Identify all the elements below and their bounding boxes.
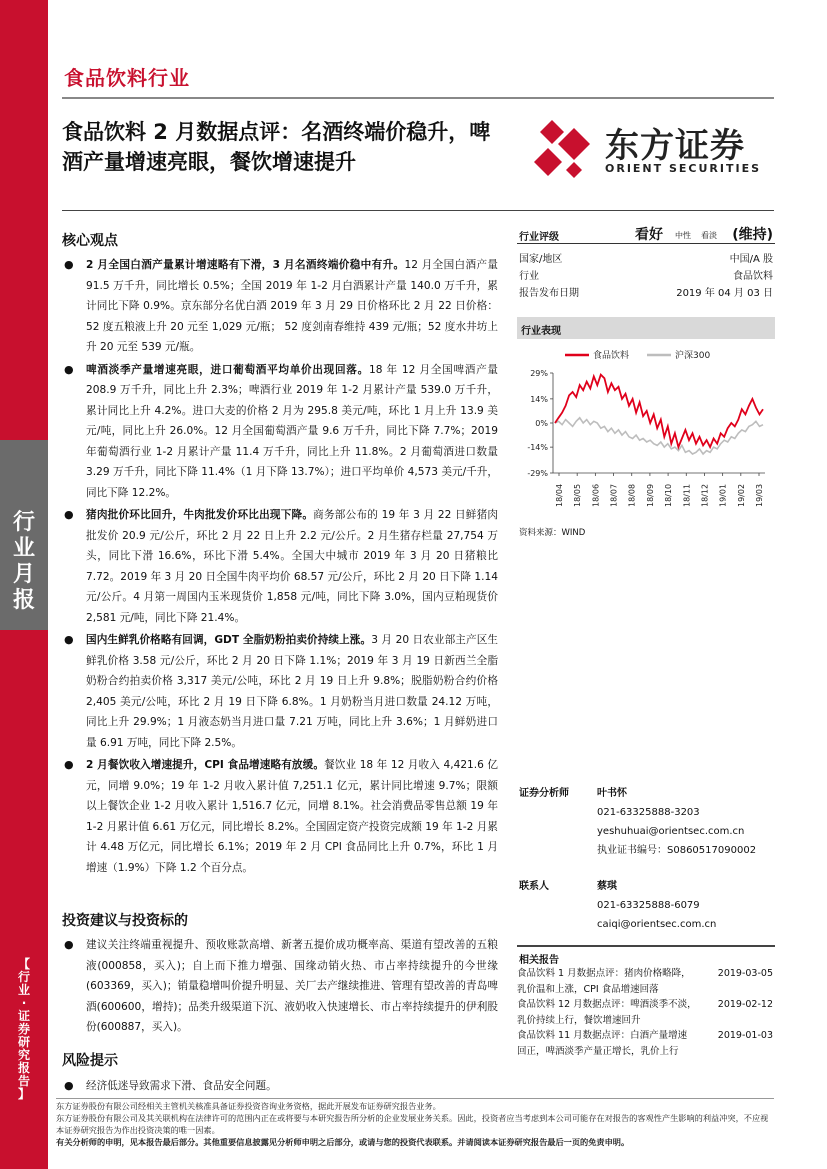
legend-label: 沪深300 — [675, 351, 711, 361]
rating-row-key: 国家/地区 — [519, 254, 563, 265]
footer-line: 东方证券股份有限公司经相关主管机关核准具备证券投资咨询业务资格，据此开展发布证券研究报告业务。 — [56, 1101, 441, 1111]
related-item-line: 乳价持续上行，餐饮增速回升 — [517, 1014, 641, 1026]
chart-axes — [527, 369, 765, 507]
core-item-lead: 啤酒淡季产量增速亮眼，进口葡萄酒平均单价出现回落。 — [86, 363, 369, 376]
contact-email[interactable]: caiqi@orientsec.com.cn — [597, 919, 717, 930]
chart-lines — [555, 375, 763, 454]
side-vchar: 报 — [17, 1061, 30, 1075]
invest-list — [62, 935, 498, 1040]
rating-value: 看好 — [635, 227, 663, 243]
related-item-line: 回正，啤酒淡季产量正增长，乳价上行 — [517, 1045, 679, 1057]
core-item — [62, 755, 498, 878]
rating-status: (维持) — [732, 227, 773, 243]
contact-name: 蔡琪 — [597, 881, 617, 892]
x-tick-label: 18/07 — [609, 483, 619, 507]
bullet-icon: ● — [64, 508, 74, 521]
y-tick-label: 14% — [530, 394, 548, 404]
rating-row-value: 中国/A 股 — [729, 254, 773, 265]
rating-option-neutral: 中性 — [675, 231, 691, 240]
x-tick-label: 18/08 — [627, 483, 637, 507]
related-item-line: 乳价温和上涨，CPI 食品增速回落 — [517, 983, 659, 995]
perf-title-bar — [517, 317, 775, 339]
rating-header — [517, 225, 775, 244]
core-item-body: 3 月 20 日农业部主产区生鲜乳价格 3.58 元/公斤，环比 2 月 20 日下降 1.1%；2019 年 3 月 19 日新西兰全脂奶粉合约拍卖价格 3,317 美元/公吨，环比 2 月 19 日上升 9.8%；脱脂奶粉合约价格 2,405 美元/公吨，环比 2 月 19 日下降 6.8%。1 月奶粉当月进口数量 24.12 万吨，同比上升 29.9%；1 月液态奶当月进口量 7.21 万吨，同比上升 3.6%；1 月鲜奶进口量 6.91 万吨，同比下降 2.5%。 — [86, 634, 498, 749]
related-title: 相关报告 — [519, 955, 559, 966]
side-char: 行 — [12, 510, 35, 535]
side-char: 月 — [12, 562, 35, 587]
report-title: 食品饮料 2 月数据点评：名酒终端价稳升，啤酒产量增速亮眼，餐饮增速提升 — [62, 120, 491, 174]
analyst-phone: 021-63325888-3203 — [597, 807, 700, 818]
x-tick-label: 18/06 — [591, 483, 601, 507]
core-item-body: 餐饮业 18 年 12 月收入 4,421.6 亿元，同增 9.0%；19 年 1-2 月收入累计值 7,251.1 亿元，累计同比增速 9.7%；限额以上餐饮企业 1-2 月收入累计 1,516.7 亿元，同增 8.1%。社会消费品零售总额 19 年 1-2 月累计值 6.61 万亿元，同比增长 8.2%。全国固定资产投资完成额 19 年 1-2 月累计 4.48 万亿元，同比增长 6.1%；2019 年 2 月 CPI 食品同比上升 0.7%，环比 1 月增速（1.9%）下降 1.2 个百分点。 — [86, 759, 498, 874]
orient-logo-icon — [530, 118, 596, 180]
side-vchar: · — [21, 996, 27, 1010]
related-item-line: 食品饮料 1 月数据点评：猪肉价格略降， — [517, 968, 691, 979]
analyst-cert: 执业证书编号：S0860517090002 — [597, 845, 757, 856]
related-item[interactable] — [517, 997, 775, 1028]
side-char: 报 — [12, 588, 35, 613]
analyst-label: 证券分析师 — [519, 788, 569, 799]
rating-row-key: 行业 — [519, 271, 539, 282]
contact-phone: 021-63325888-6079 — [597, 900, 700, 911]
y-tick-label: -29% — [527, 469, 548, 478]
invest-title: 投资建议与投资标的 — [62, 913, 188, 929]
footer-divider — [56, 1098, 774, 1099]
core-item — [62, 505, 498, 628]
analyst-name: 叶书怀 — [597, 788, 627, 799]
related-item-line: 食品饮料 11 月数据点评：白酒产量增速 — [517, 1030, 688, 1041]
invest-item — [62, 935, 498, 1038]
core-title: 核心观点 — [62, 233, 118, 249]
x-tick-label: 18/10 — [664, 483, 674, 507]
side-vchar: 研 — [17, 1035, 30, 1049]
x-tick-label: 18/09 — [645, 483, 655, 507]
title-divider — [62, 210, 774, 211]
bullet-icon: ● — [64, 1079, 74, 1092]
footer — [56, 1100, 774, 1148]
side-vchar: 证 — [17, 1009, 30, 1023]
x-tick-label: 18/05 — [573, 483, 583, 507]
bullet-icon: ● — [64, 362, 74, 376]
core-item — [62, 360, 498, 504]
legend-label: 食品饮料 — [593, 351, 630, 361]
industry-performance-chart — [517, 343, 775, 523]
y-tick-label: 29% — [530, 369, 548, 378]
rating-row-value: 2019 年 04 月 03 日 — [676, 288, 773, 299]
header-divider-right — [516, 97, 774, 99]
side-vchar: 业 — [17, 983, 30, 997]
risk-title: 风险提示 — [62, 1053, 118, 1069]
bullet-icon: ● — [64, 938, 74, 951]
analyst-email[interactable]: yeshuhuai@orientsec.com.cn — [597, 826, 745, 837]
core-item-body: 商务部公布的 19 年 3 月 22 日鲜猪肉批发价 20.9 元/公斤，环比 2 月 22 日上升 2.2 元/公斤。2 月生猪存栏量 27,754 万头，同比下滑 16.6%，环比下滑 5.4%。全国大中城市 2019 年 3 月 20 日猪粮比 7.72。2019 年 3 月 20 日全国牛肉平均价 68.57 元/公斤，环比 2 月 20 日下降 1.14 元/公斤。4 月第一周国内玉米现货价 1,858 元/吨，同比下降 3.0%，国内豆粕现货价 2,581 元/吨，同比下降 21.4%。 — [86, 509, 499, 624]
rating-option-negative: 看淡 — [701, 231, 717, 240]
perf-title: 行业表现 — [521, 326, 561, 337]
related-item-date: 2019-01-03 — [717, 1030, 773, 1041]
x-tick-label: 18/11 — [682, 483, 692, 507]
rating-row — [517, 267, 775, 283]
rating-row-key: 报告发布日期 — [519, 288, 579, 299]
invest-item-text: 建议关注终端重视提升、预收账款高增、新著五提价成功概率高、渠道有望改善的五粮液(000858，买入)；自上而下推力增强、国缘动销火热、市占率持续提升的今世缘(603369，买入)；销量稳增叫价提升明显、关厂去产继续推进、管理有望改善的青岛啤酒(600600，增持)；品类升级渠道下沉、液奶收入快速增长、市占率持续提升的伊利股份(600887，买入)。 — [86, 939, 498, 1033]
contact-label: 联系人 — [519, 881, 549, 892]
side-vchar: 券 — [17, 1022, 30, 1036]
core-list — [62, 255, 498, 880]
x-tick-label: 18/04 — [555, 483, 564, 507]
related-item-date: 2019-02-12 — [717, 999, 773, 1010]
y-tick-label: 0% — [535, 419, 548, 428]
x-tick-label: 19/02 — [736, 483, 746, 507]
x-tick-label: 19/01 — [718, 483, 728, 507]
rating-label: 行业评级 — [519, 232, 559, 243]
chart-source: 资料来源：WIND — [519, 528, 586, 538]
related-item-line: 食品饮料 12 月数据点评：啤酒淡季不淡， — [517, 999, 697, 1010]
rating-row — [517, 250, 775, 266]
logo-text-cn: 东方证券 — [605, 126, 745, 166]
core-item-lead: 猪肉批价环比回升，牛肉批发价环比出现下降。 — [86, 509, 314, 521]
related-item[interactable] — [517, 1028, 775, 1059]
bullet-icon: ● — [64, 633, 74, 646]
side-vchar: 【 — [17, 957, 30, 971]
side-vchar: 行 — [17, 970, 30, 984]
related-item-date: 2019-03-05 — [717, 968, 773, 979]
related-list — [517, 966, 775, 1059]
related-divider — [517, 945, 775, 947]
core-item — [62, 630, 498, 753]
rating-row-value: 食品饮料 — [733, 271, 773, 282]
header-divider-left — [62, 97, 518, 99]
footer-line: 东方证券股份有限公司及其关联机构在法律许可的范围内正在或将要与本研究报告所分析的企业发展业务关系。因此，投资者应当考虑到本公司可能存在对报告的客观性产生影响的利益冲突，不应视本证券研究报告为作出投资决策的唯一因素。 — [56, 1113, 769, 1135]
core-item-lead: 2 月餐饮收入增速提升，CPI 食品增速略有放缓。 — [86, 759, 325, 771]
logo-text-en: ORIENT SECURITIES — [605, 162, 762, 175]
side-vchar: 】 — [17, 1087, 30, 1101]
risk-item-text: 经济低迷导致需求下滑、食品安全问题。 — [86, 1080, 277, 1092]
risk-item — [62, 1076, 498, 1097]
core-item-lead: 2 月全国白酒产量累计增速略有下滑，3 月名酒终端价稳中有升。 — [86, 259, 405, 271]
side-vchar: 告 — [17, 1074, 30, 1088]
x-tick-label: 18/12 — [700, 483, 710, 507]
risk-list — [62, 1076, 498, 1099]
side-report-type — [10, 510, 38, 614]
core-item — [62, 255, 498, 358]
core-item-lead: 国内生鲜乳价格略有回调，GDT 全脂奶粉拍卖价持续上涨。 — [86, 634, 372, 646]
core-item-body: 18 年 12 月全国啤酒产量 208.9 万千升，同比上升 2.3%；啤酒行业 2019 年 1-2 月累计产量 539.0 万千升，累计同比上升 4.2%。进口大麦的价格 2 月为 295.8 美元/吨，环比 1 月上升 13.9 美元/吨，同比上升 26.0%。12 月全国葡萄酒产量 9.6 万千升，同比下降 7.7%；2019 年葡萄酒行业 1-2 月累计产量 11.4 万千升，同比上升 11.8%。2 月葡萄酒进口数量 3.29 万千升，同比下降 11.4%（1 月下降 13.7%）；进口平均单价 4,573 美元/千升，同比下降 12.2%。 — [86, 363, 499, 499]
x-tick-label: 19/03 — [755, 483, 764, 507]
side-char: 业 — [12, 536, 35, 561]
side-vertical-label — [12, 958, 36, 1101]
related-item[interactable] — [517, 966, 775, 997]
bullet-icon: ● — [64, 258, 74, 271]
footer-disclaimer: 有关分析师的申明，见本报告最后部分。其他重要信息披露见分析师申明之后部分，或请与您的投资代表联系。并请阅读本证券研究报告最后一页的免责申明。 — [56, 1137, 630, 1147]
rating-row — [517, 284, 775, 300]
y-tick-label: -14% — [527, 443, 548, 453]
industry-label: 食品饮料行业 — [64, 66, 190, 90]
core-item-body: 12 月全国白酒产量 91.5 万千升，同比增长 0.5%；全国 2019 年 1-2 月白酒累计产量 140.0 万千升，累计同比下降 0.9%。京东部分名优白酒 2019 年 3 月 29 日价格环比 2 月 22 日价格：52 度五粮液上升 20 元至 1,029 元/瓶； 52 度剑南春维持 439 元/瓶；52 度水井坊上升 20 元至 539 元/瓶。 — [86, 259, 498, 353]
chart-legend — [565, 349, 710, 361]
side-vchar: 究 — [17, 1048, 30, 1062]
bullet-icon: ● — [64, 758, 74, 771]
